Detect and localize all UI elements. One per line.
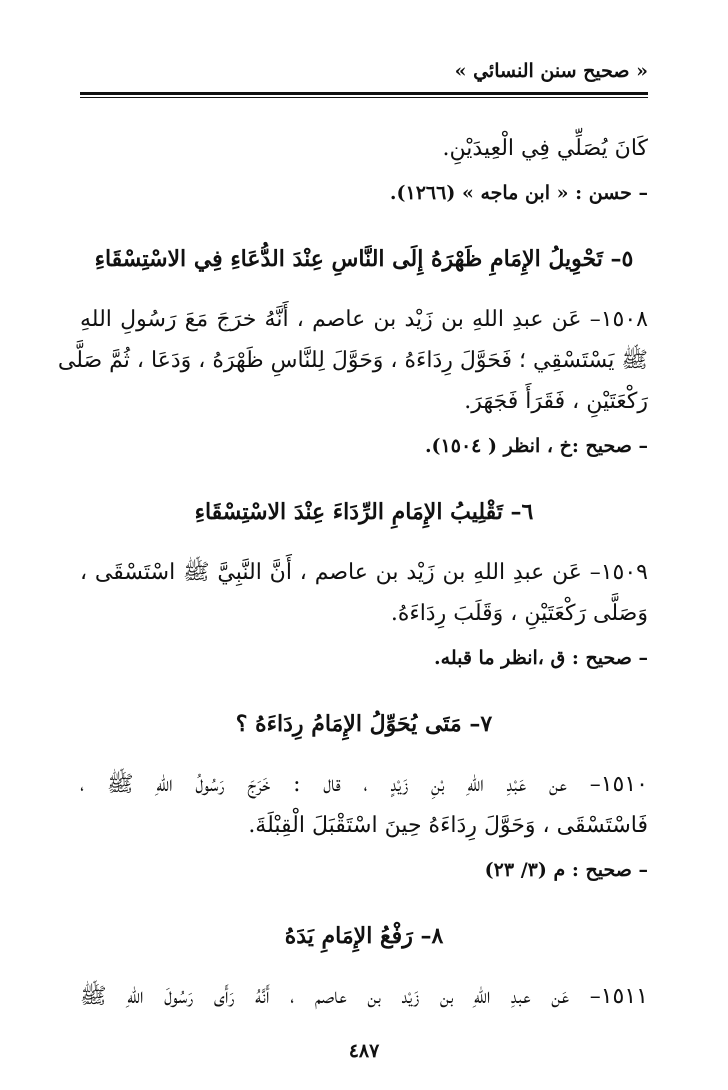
hadith-1511 bbox=[80, 976, 648, 1017]
chapter-heading-5: ٥– تَحْوِيلُ الإِمَامِ ظَهْرَهُ إِلَى النَّاسِ عِنْدَ الدُّعَاءِ فِي الاسْتِسْقَاءِ bbox=[94, 246, 634, 272]
hadith-1510 bbox=[80, 764, 648, 890]
text-line: فَاسْتَسْقَى ، وَحَوَّلَ رِدَاءَهُ حِينَ اسْتَقْبَلَ الْقِبْلَةَ. bbox=[248, 813, 648, 838]
text-line: ١٥١٠– عن عَبْدِ اللهِ بْنِ زَيْدٍ ، قال : خَرَجَ رَسُولُ اللهِ ﷺ ، bbox=[80, 772, 648, 797]
page-content bbox=[57, 128, 648, 1023]
header-rule-thin bbox=[80, 97, 648, 98]
text-line: ﷺ يَسْتَسْقِي ؛ فَحَوَّلَ رِدَاءَهُ ، وَحَوَّلَ لِلنَّاسِ ظَهْرَهُ ، وَدَعَا ، ثُمَّ صَلَّى bbox=[57, 348, 648, 373]
chapter-heading-8: ٨– رَفْعُ الإِمَامِ يَدَهُ bbox=[284, 923, 444, 949]
running-header-title: « صحيح سنن النسائي » bbox=[454, 60, 648, 82]
text-line: رَكْعَتَيْنِ ، فَقَرَأَ فَجَهَرَ. bbox=[464, 389, 648, 414]
text-line: ١٥٠٩– عَن عبدِ اللهِ بن زَيْد بن عاصم ، أَنَّ النَّبِيَّ ﷺ اسْتَسْقَى ، bbox=[80, 560, 648, 585]
header-rule-thick bbox=[80, 92, 648, 95]
text-line: وَصَلَّى رَكْعَتَيْنِ ، وَقَلَبَ رِدَاءَهُ. bbox=[390, 601, 648, 626]
grade-line: – صحيح : م (٣/ ٢٣) bbox=[484, 859, 648, 881]
text-line: ١٥١١– عَن عبدِ اللهِ بن زَيْد بن عاصم ، أَنَّهُ رَأَى رَسُولَ اللهِ ﷺ bbox=[80, 984, 648, 1009]
page-number: ٤٨٧ bbox=[348, 1040, 380, 1062]
hadith-1508 bbox=[57, 299, 648, 466]
text-line: كَانَ يُصَلِّي فِي الْعِيدَيْنِ. bbox=[442, 136, 648, 161]
hadith-continuation bbox=[80, 128, 648, 213]
grade-line: – حسن : « ابن ماجه » (١٢٦٦). bbox=[389, 182, 648, 204]
chapter-heading-6: ٦– تَقْلِيبُ الإِمَامِ الرِّدَاءَ عِنْدَ الاسْتِسْقَاءِ bbox=[194, 499, 534, 525]
chapter-heading-7: ٧– مَتَى يُحَوِّلُ الإِمَامُ رِدَاءَهُ ؟ bbox=[235, 711, 493, 737]
grade-line: – صحيح : ق ،انظر ما قبله. bbox=[434, 647, 648, 669]
text-line: ١٥٠٨– عَن عبدِ اللهِ بن زَيْد بن عاصم ، أَنَّهُ خرَجَ مَعَ رَسُولِ اللهِ bbox=[80, 307, 648, 332]
grade-line: – صحيح :خ ، انظر ( ١٥٠٤). bbox=[424, 435, 648, 457]
hadith-1509 bbox=[80, 552, 648, 678]
